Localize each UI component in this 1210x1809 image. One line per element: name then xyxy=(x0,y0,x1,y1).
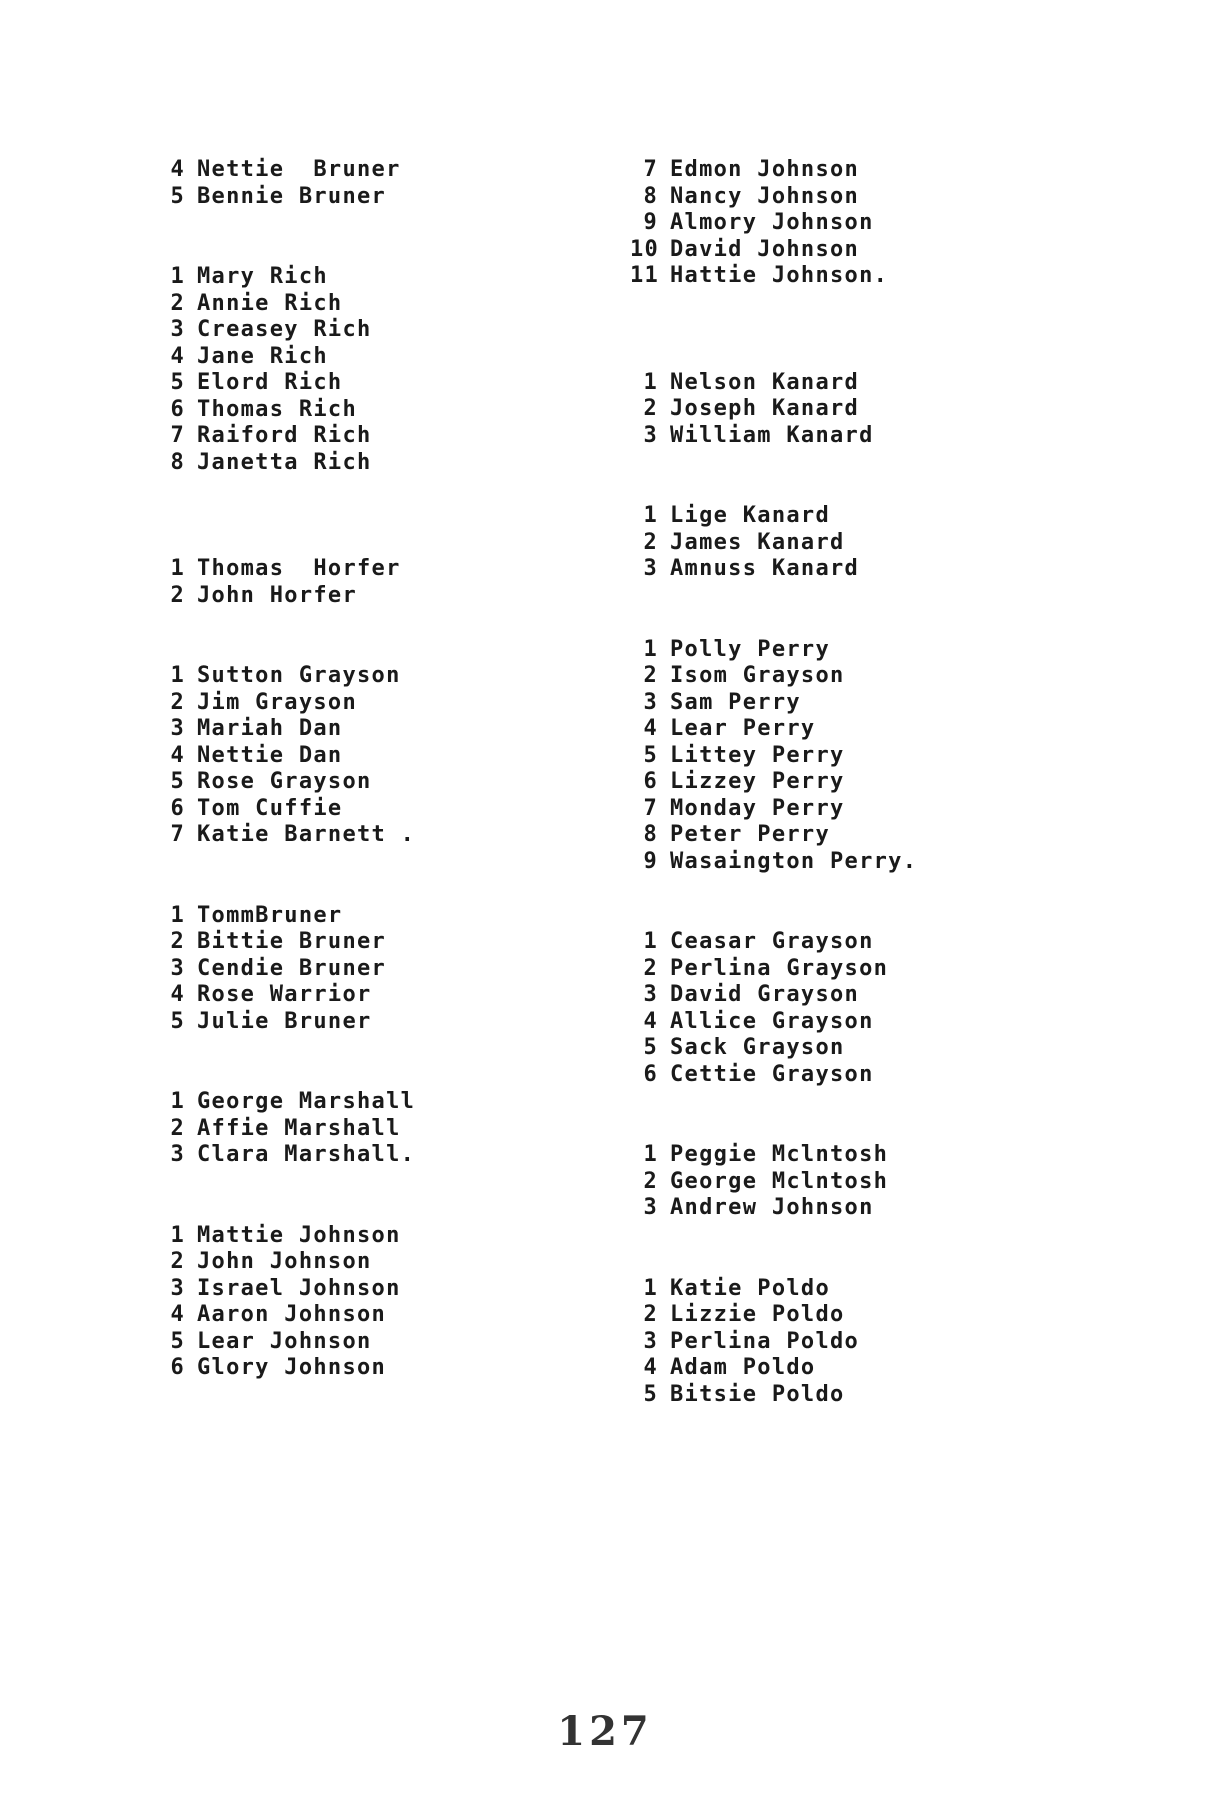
group-spacer xyxy=(165,609,595,663)
entry-number: 1 xyxy=(643,503,658,528)
name-entry xyxy=(630,1142,1150,1169)
entry-number: 5 xyxy=(170,183,185,209)
entry-name: Glory Johnson xyxy=(197,1355,387,1380)
name-entry xyxy=(630,1276,1150,1303)
entry-name: Katie Barnett . xyxy=(197,822,416,847)
group-spacer xyxy=(630,875,1150,929)
name-entry xyxy=(165,1089,595,1116)
entry-name: David Grayson xyxy=(670,982,860,1007)
name-entry xyxy=(165,1329,595,1356)
entry-name: Almory Johnson xyxy=(670,210,874,235)
entry-number: 6 xyxy=(643,1061,658,1087)
family-group xyxy=(630,637,1150,876)
entry-name: Thomas Rich xyxy=(197,396,357,422)
entry-number: 5 xyxy=(643,742,658,768)
name-entry xyxy=(630,849,1150,876)
name-entry xyxy=(165,796,595,823)
family-group xyxy=(165,663,595,849)
entry-number: 1 xyxy=(170,663,185,688)
name-entry xyxy=(630,929,1150,956)
entry-name: Tom Cuffie xyxy=(197,795,343,821)
entry-name: Nancy Johnson xyxy=(670,183,860,209)
name-entry xyxy=(165,370,595,397)
family-group xyxy=(165,157,595,210)
entry-name: Sack Grayson xyxy=(670,1035,845,1060)
entry-name: Allice Grayson xyxy=(670,1008,874,1034)
entry-name: TommBruner xyxy=(197,902,343,928)
entry-name: Annie Rich xyxy=(197,290,343,316)
entry-number: 4 xyxy=(170,742,185,768)
name-entry xyxy=(165,184,595,211)
entry-name: James Kanard xyxy=(670,529,845,555)
entry-number: 2 xyxy=(643,1302,658,1327)
group-spacer xyxy=(165,1169,595,1223)
group-spacer xyxy=(630,1222,1150,1276)
entry-name: Peter Perry xyxy=(670,822,830,847)
entry-number: 2 xyxy=(170,582,185,608)
name-entry xyxy=(165,982,595,1009)
name-entry xyxy=(165,929,595,956)
entry-name: Elord Rich xyxy=(197,370,343,395)
name-entry xyxy=(165,1223,595,1250)
name-entry xyxy=(165,1302,595,1329)
name-entry xyxy=(630,956,1150,983)
entry-name: Hattie Johnson. xyxy=(670,263,889,288)
entry-number: 3 xyxy=(643,422,658,448)
entry-name: David Johnson xyxy=(670,236,860,262)
entry-number: 1 xyxy=(643,1275,658,1301)
name-entry xyxy=(165,264,595,291)
name-entry xyxy=(165,291,595,318)
entry-name: John Horfer xyxy=(197,582,357,608)
entry-name: Ceasar Grayson xyxy=(670,929,874,954)
entry-name: Lige Kanard xyxy=(670,503,830,528)
entry-name: Lear Johnson xyxy=(197,1328,372,1354)
name-entry xyxy=(630,743,1150,770)
right-column xyxy=(630,157,1150,1408)
entry-name: Clara Marshall. xyxy=(197,1142,416,1167)
name-entry xyxy=(630,1382,1150,1409)
entry-number: 1 xyxy=(170,556,185,581)
entry-name: Sam Perry xyxy=(670,689,801,715)
family-group xyxy=(165,264,595,476)
entry-name: John Johnson xyxy=(197,1249,372,1274)
group-spacer xyxy=(630,449,1150,503)
entry-number: 5 xyxy=(170,1328,185,1354)
family-group xyxy=(165,556,595,609)
entry-name: Polly Perry xyxy=(670,636,830,662)
name-entry xyxy=(630,637,1150,664)
name-entry xyxy=(165,956,595,983)
name-entry xyxy=(630,157,1150,184)
left-column xyxy=(165,157,595,1382)
family-group xyxy=(165,1089,595,1169)
name-entry xyxy=(630,1009,1150,1036)
name-entry xyxy=(630,370,1150,397)
group-spacer xyxy=(630,583,1150,637)
family-group xyxy=(165,903,595,1036)
family-group xyxy=(630,370,1150,450)
entry-number: 2 xyxy=(170,689,185,715)
entry-name: Joseph Kanard xyxy=(670,396,860,421)
entry-number: 3 xyxy=(170,1275,185,1301)
entry-number: 3 xyxy=(643,1328,658,1354)
entry-name: Cettie Grayson xyxy=(670,1061,874,1087)
name-entry xyxy=(630,716,1150,743)
name-entry xyxy=(165,663,595,690)
name-entry xyxy=(630,184,1150,211)
entry-name: George Mclntosh xyxy=(670,1168,889,1194)
entry-name: Affie Marshall xyxy=(197,1115,401,1141)
name-entry xyxy=(165,1009,595,1036)
entry-name: William Kanard xyxy=(670,422,874,448)
group-spacer xyxy=(165,1035,595,1089)
entry-number: 6 xyxy=(170,795,185,821)
entry-number: 1 xyxy=(643,369,658,395)
name-entry xyxy=(165,822,595,849)
name-entry xyxy=(165,769,595,796)
name-entry xyxy=(630,982,1150,1009)
entry-number: 4 xyxy=(170,982,185,1007)
entry-name: Perlina Grayson xyxy=(670,955,889,981)
entry-number: 1 xyxy=(170,1222,185,1248)
entry-name: Jane Rich xyxy=(197,343,328,369)
name-entry xyxy=(165,583,595,610)
entry-name: Julie Bruner xyxy=(197,1008,372,1034)
entry-number: 2 xyxy=(643,955,658,981)
entry-name: Aaron Johnson xyxy=(197,1302,387,1327)
entry-number: 6 xyxy=(643,769,658,794)
entry-name: Mattie Johnson xyxy=(197,1222,401,1248)
entry-number: 2 xyxy=(170,290,185,316)
entry-number: 8 xyxy=(643,183,658,209)
entry-name: Edmon Johnson xyxy=(670,157,860,182)
entry-name: Andrew Johnson xyxy=(670,1195,874,1220)
entry-number: 2 xyxy=(170,1115,185,1141)
name-entry xyxy=(630,396,1150,423)
name-entry xyxy=(630,663,1150,690)
entry-name: Rose Grayson xyxy=(197,769,372,794)
entry-number: 4 xyxy=(170,343,185,369)
name-entry xyxy=(165,423,595,450)
entry-name: Wasaington Perry. xyxy=(670,848,918,874)
entry-name: Janetta Rich xyxy=(197,449,372,475)
entry-number: 5 xyxy=(643,1381,658,1407)
entry-number: 3 xyxy=(170,1142,185,1167)
entry-number: 5 xyxy=(170,370,185,395)
entry-name: Raiford Rich xyxy=(197,423,372,448)
entry-name: Adam Poldo xyxy=(670,1355,816,1380)
entry-number: 1 xyxy=(643,1142,658,1167)
entry-number: 7 xyxy=(170,822,185,847)
entry-number: 2 xyxy=(643,529,658,555)
entry-number: 1 xyxy=(170,264,185,289)
entry-number: 3 xyxy=(643,1195,658,1220)
name-entry xyxy=(165,1249,595,1276)
entry-name: Bittie Bruner xyxy=(197,929,387,954)
entry-name: Thomas Horfer xyxy=(197,556,401,581)
entry-number: 7 xyxy=(170,423,185,448)
name-entry xyxy=(165,450,595,477)
entry-number: 8 xyxy=(643,822,658,847)
entry-name: Creasey Rich xyxy=(197,317,372,342)
entry-number: 6 xyxy=(170,1355,185,1380)
group-spacer xyxy=(165,476,595,556)
group-spacer xyxy=(630,290,1150,370)
entry-number: 10 xyxy=(630,236,660,262)
family-group xyxy=(630,503,1150,583)
entry-number: 8 xyxy=(170,449,185,475)
entry-number: 9 xyxy=(643,210,658,235)
name-entry xyxy=(165,1355,595,1382)
family-group xyxy=(630,929,1150,1088)
group-spacer xyxy=(165,210,595,264)
entry-number: 4 xyxy=(643,716,658,741)
entry-number: 1 xyxy=(170,902,185,928)
group-spacer xyxy=(630,1088,1150,1142)
entry-number: 3 xyxy=(170,317,185,342)
entry-number: 1 xyxy=(170,1089,185,1114)
entry-number: 4 xyxy=(643,1355,658,1380)
entry-number: 2 xyxy=(643,396,658,421)
entry-number: 3 xyxy=(643,982,658,1007)
entry-name: Bitsie Poldo xyxy=(670,1381,845,1407)
name-entry xyxy=(630,530,1150,557)
entry-number: 9 xyxy=(643,848,658,874)
page-number: 127 xyxy=(557,1708,653,1755)
entry-number: 3 xyxy=(170,955,185,981)
entry-number: 4 xyxy=(170,1302,185,1327)
name-entry xyxy=(630,822,1150,849)
name-entry xyxy=(165,1276,595,1303)
entry-number: 5 xyxy=(170,1008,185,1034)
entry-number: 2 xyxy=(170,929,185,954)
entry-name: Cendie Bruner xyxy=(197,955,387,981)
name-entry xyxy=(630,1302,1150,1329)
entry-name: Bennie Bruner xyxy=(197,183,387,209)
group-spacer xyxy=(165,849,595,903)
name-entry xyxy=(630,796,1150,823)
entry-name: Amnuss Kanard xyxy=(670,556,860,581)
entry-number: 2 xyxy=(170,1249,185,1274)
name-entry xyxy=(630,237,1150,264)
name-entry xyxy=(630,503,1150,530)
entry-number: 3 xyxy=(643,689,658,715)
entry-name: Nettie Dan xyxy=(197,742,343,768)
name-entry xyxy=(165,1142,595,1169)
name-entry xyxy=(630,1062,1150,1089)
entry-number: 7 xyxy=(643,157,658,182)
name-entry xyxy=(630,769,1150,796)
entry-number: 3 xyxy=(643,556,658,581)
name-entry xyxy=(165,716,595,743)
entry-name: Mariah Dan xyxy=(197,716,343,741)
entry-name: Lizzey Perry xyxy=(670,769,845,794)
entry-name: Israel Johnson xyxy=(197,1275,401,1301)
entry-number: 11 xyxy=(630,263,660,288)
name-entry xyxy=(165,1116,595,1143)
entry-name: Lear Perry xyxy=(670,716,816,741)
name-entry xyxy=(165,903,595,930)
name-entry xyxy=(165,157,595,184)
entry-name: Mary Rich xyxy=(197,264,328,289)
name-entry xyxy=(630,1195,1150,1222)
entry-number: 4 xyxy=(643,1008,658,1034)
name-entry xyxy=(165,317,595,344)
name-entry xyxy=(630,263,1150,290)
entry-number: 7 xyxy=(643,795,658,821)
name-entry xyxy=(630,210,1150,237)
entry-name: Katie Poldo xyxy=(670,1275,830,1301)
entry-name: Sutton Grayson xyxy=(197,663,401,688)
entry-name: Littey Perry xyxy=(670,742,845,768)
family-group xyxy=(630,157,1150,290)
entry-name: Nettie Bruner xyxy=(197,157,401,182)
name-entry xyxy=(165,690,595,717)
name-entry xyxy=(165,743,595,770)
entry-number: 2 xyxy=(643,1168,658,1194)
family-group xyxy=(165,1223,595,1382)
name-entry xyxy=(630,1169,1150,1196)
name-entry xyxy=(630,690,1150,717)
name-entry xyxy=(165,556,595,583)
family-group xyxy=(630,1276,1150,1409)
entry-number: 4 xyxy=(170,157,185,182)
entry-number: 1 xyxy=(643,929,658,954)
entry-number: 1 xyxy=(643,636,658,662)
name-entry xyxy=(165,397,595,424)
name-entry xyxy=(630,423,1150,450)
entry-name: Peggie Mclntosh xyxy=(670,1142,889,1167)
name-entry xyxy=(630,1355,1150,1382)
entry-name: Lizzie Poldo xyxy=(670,1302,845,1327)
entry-name: Jim Grayson xyxy=(197,689,357,715)
name-entry xyxy=(630,1329,1150,1356)
name-entry xyxy=(630,1035,1150,1062)
name-entry xyxy=(165,344,595,371)
entry-name: George Marshall xyxy=(197,1089,416,1114)
entry-name: Perlina Poldo xyxy=(670,1328,860,1354)
entry-name: Isom Grayson xyxy=(670,663,845,688)
name-entry xyxy=(630,556,1150,583)
entry-name: Nelson Kanard xyxy=(670,369,860,395)
entry-number: 6 xyxy=(170,396,185,422)
entry-number: 3 xyxy=(170,716,185,741)
family-group xyxy=(630,1142,1150,1222)
entry-number: 2 xyxy=(643,663,658,688)
entry-name: Rose Warrior xyxy=(197,982,372,1007)
entry-number: 5 xyxy=(170,769,185,794)
entry-number: 5 xyxy=(643,1035,658,1060)
entry-name: Monday Perry xyxy=(670,795,845,821)
